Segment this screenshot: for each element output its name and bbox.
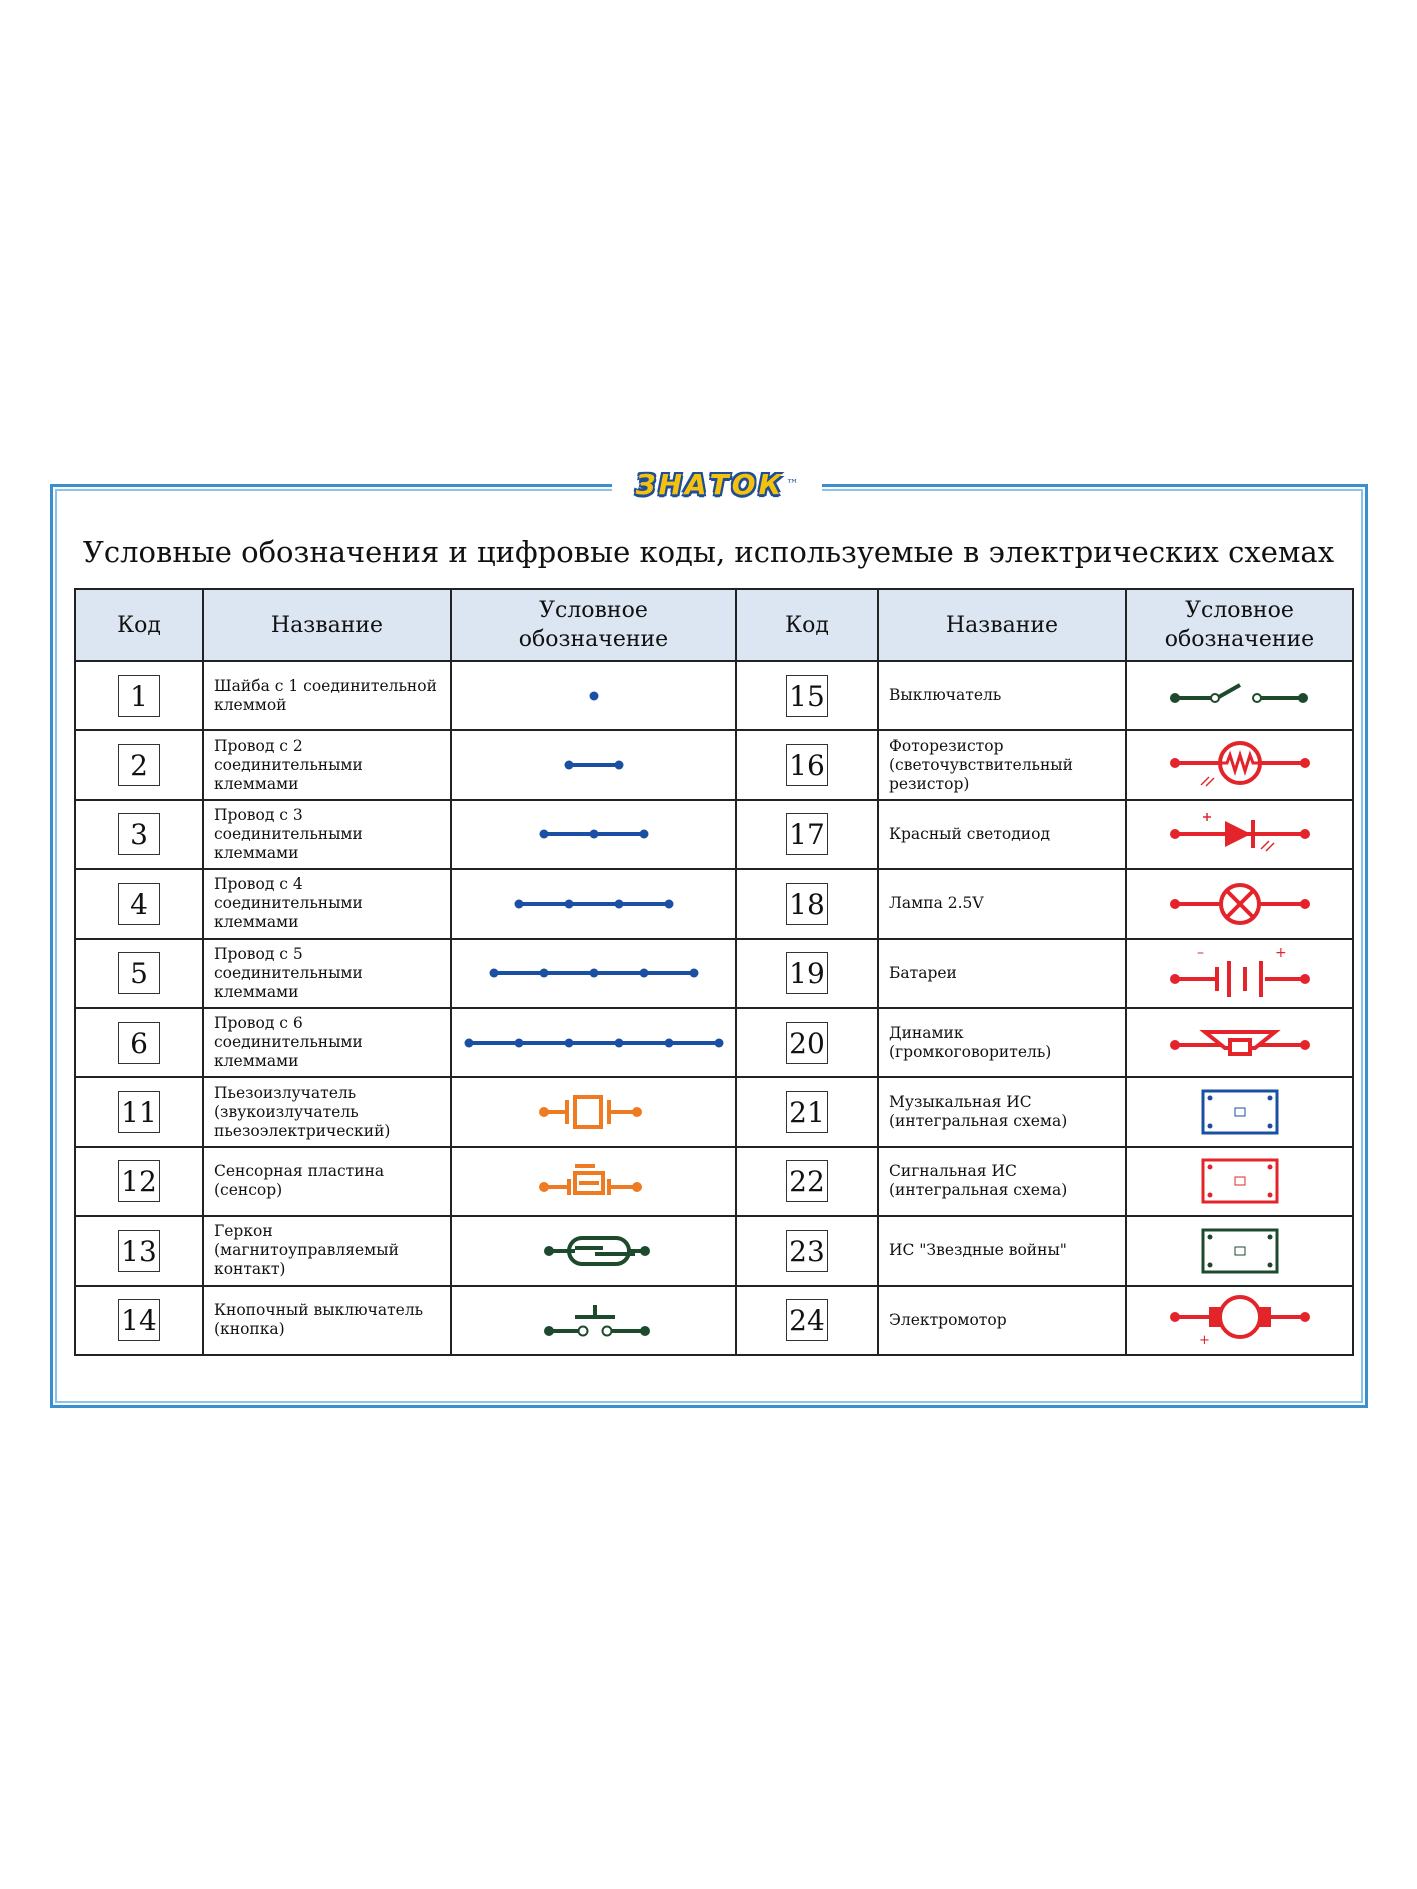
name-cell: Сигнальная ИС (интегральная схема) (878, 1147, 1126, 1216)
header-name: Название (878, 589, 1126, 661)
code-box: 15 (786, 675, 828, 717)
logo (612, 466, 822, 502)
code-cell (75, 800, 203, 869)
code-box: 5 (118, 952, 160, 994)
name-cell: Музыкальная ИС (интегральная схема) (878, 1077, 1126, 1146)
name-cell: Лампа 2.5V (878, 869, 1126, 938)
code-cell (736, 1077, 878, 1146)
code-cell (736, 1008, 878, 1077)
symbol-cell (1126, 939, 1353, 1008)
code-cell (736, 730, 878, 799)
table-row (75, 869, 1353, 938)
battery-icon (1165, 943, 1315, 1003)
battery-plus-label: + (1274, 945, 1287, 962)
battery-minus-label: – (1196, 945, 1204, 962)
code-box: 16 (786, 744, 828, 786)
code-box: 23 (786, 1230, 828, 1272)
symbol-cell (451, 869, 736, 938)
name-cell: Красный светодиод (878, 800, 1126, 869)
table-row (75, 1216, 1353, 1285)
alarm-ic-icon (1165, 1155, 1315, 1207)
code-box: 19 (786, 952, 828, 994)
table-row (75, 661, 1353, 730)
symbol-cell (1126, 869, 1353, 938)
symbol-cell (451, 1147, 736, 1216)
name-cell: Провод с 6 соединительными клеммами (203, 1008, 451, 1077)
symbol-cell (1126, 661, 1353, 730)
code-box: 18 (786, 883, 828, 925)
name-cell: Шайба с 1 соединительной клеммой (203, 661, 451, 730)
code-cell (736, 1286, 878, 1355)
code-cell (75, 1286, 203, 1355)
name-cell: Провод с 2 соединительными клеммами (203, 730, 451, 799)
code-box: 14 (118, 1299, 160, 1341)
name-cell: Сенсорная пластина (сенсор) (203, 1147, 451, 1216)
name-cell: Выключатель (878, 661, 1126, 730)
push-button-icon (469, 1295, 719, 1345)
code-cell (736, 800, 878, 869)
code-cell (75, 869, 203, 938)
code-box: 4 (118, 883, 160, 925)
page-title: Условные обозначения и цифровые коды, используемые в электрических схемах (82, 535, 1335, 569)
symbol-cell (1126, 1008, 1353, 1077)
header-code: Код (736, 589, 878, 661)
code-cell (75, 939, 203, 1008)
symbol-cell (1126, 1077, 1353, 1146)
lamp-icon (1165, 879, 1315, 929)
code-cell (75, 1147, 203, 1216)
symbol-cell (451, 800, 736, 869)
symbol-cell (1126, 1147, 1353, 1216)
dot-1-icon (469, 676, 719, 716)
code-cell (736, 1216, 878, 1285)
wire-4-icon (469, 884, 719, 924)
symbol-cell (1126, 730, 1353, 799)
name-cell: Кнопочный выключатель (кнопка) (203, 1286, 451, 1355)
table-row (75, 1286, 1353, 1355)
code-cell (736, 869, 878, 938)
symbol-cell (451, 730, 736, 799)
table-row (75, 1147, 1353, 1216)
wire-2-icon (469, 745, 719, 785)
wire-3-icon (469, 814, 719, 854)
symbol-cell (451, 939, 736, 1008)
code-box: 13 (118, 1230, 160, 1272)
logo-tm: ™ (786, 477, 799, 491)
code-cell (75, 1077, 203, 1146)
table-row (75, 1008, 1353, 1077)
code-box: 3 (118, 813, 160, 855)
code-box: 1 (118, 675, 160, 717)
table-row (75, 730, 1353, 799)
symbol-cell (1126, 1216, 1353, 1285)
code-box: 20 (786, 1022, 828, 1064)
header-code: Код (75, 589, 203, 661)
code-cell (736, 1147, 878, 1216)
header-symbol: Условное обозначение (451, 589, 736, 661)
name-cell: ИС "Звездные войны" (878, 1216, 1126, 1285)
name-cell: Фоторезистор (светочувствительный резистор) (878, 730, 1126, 799)
symbol-cell (451, 1008, 736, 1077)
touch-plate-icon (469, 1156, 719, 1206)
name-cell: Провод с 3 соединительными клеммами (203, 800, 451, 869)
logo-text: ЗНАТОК (635, 467, 785, 501)
name-cell: Геркон (магнитоуправляемый контакт) (203, 1216, 451, 1285)
reed-switch-icon (469, 1226, 719, 1276)
symbol-cell (451, 1216, 736, 1285)
code-box: 6 (118, 1022, 160, 1064)
table-row (75, 939, 1353, 1008)
code-box: 11 (118, 1091, 160, 1133)
code-cell (75, 1216, 203, 1285)
code-cell (75, 661, 203, 730)
piezo-icon (469, 1087, 719, 1137)
name-cell: Электромотор (878, 1286, 1126, 1355)
symbol-cell (1126, 800, 1353, 869)
wire-5-icon (469, 953, 719, 993)
motor-plus-label: + (1198, 1333, 1210, 1349)
code-cell (736, 661, 878, 730)
photoresistor-icon (1165, 740, 1315, 790)
header-row (75, 589, 1353, 661)
symbols-table (74, 588, 1354, 1356)
code-box: 17 (786, 813, 828, 855)
symbol-cell (1126, 1286, 1353, 1355)
code-box: 21 (786, 1091, 828, 1133)
code-cell (75, 1008, 203, 1077)
header-name: Название (203, 589, 451, 661)
name-cell: Провод с 4 соединительными клеммами (203, 869, 451, 938)
speaker-icon (1165, 1018, 1315, 1068)
code-box: 22 (786, 1160, 828, 1202)
table-row (75, 800, 1353, 869)
motor-icon (1165, 1292, 1315, 1348)
name-cell: Провод с 5 соединительными клеммами (203, 939, 451, 1008)
symbol-cell (451, 1286, 736, 1355)
name-cell: Батареи (878, 939, 1126, 1008)
music-ic-icon (1165, 1086, 1315, 1138)
code-box: 12 (118, 1160, 160, 1202)
switch-icon (1165, 676, 1315, 716)
code-cell (736, 939, 878, 1008)
symbol-cell (451, 1077, 736, 1146)
name-cell: Динамик (громкоговоритель) (878, 1008, 1126, 1077)
symbol-cell (451, 661, 736, 730)
star-wars-ic-icon (1165, 1225, 1315, 1277)
name-cell: Пьезоизлучатель (звукоизлучатель пьезоэлектрический) (203, 1077, 451, 1146)
code-cell (75, 730, 203, 799)
led-icon (1165, 809, 1315, 859)
code-box: 24 (786, 1299, 828, 1341)
code-box: 2 (118, 744, 160, 786)
header-symbol: Условное обозначение (1126, 589, 1353, 661)
table-row (75, 1077, 1353, 1146)
wire-6-icon (463, 1023, 725, 1063)
